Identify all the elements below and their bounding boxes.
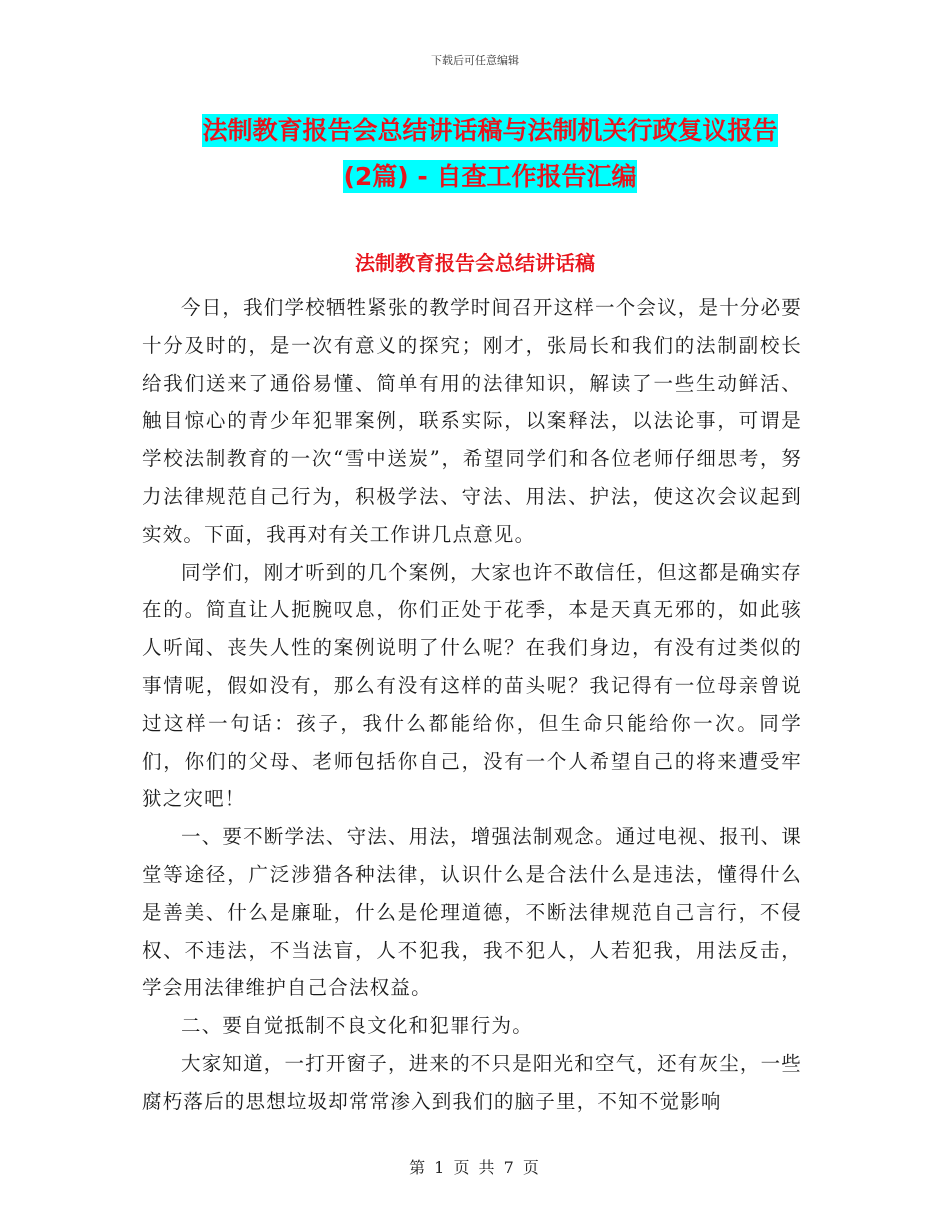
document-title-line2: (2篇) - 自查工作报告汇编	[343, 162, 637, 191]
document-body	[142, 289, 802, 1121]
document-title	[140, 108, 840, 200]
page-number-footer: 第 1 页 共 7 页	[409, 1158, 541, 1177]
section-title: 法制教育报告会总结讲话稿	[355, 251, 595, 275]
body-paragraph: 大家知道，一打开窗子，进来的不只是阳光和空气，还有灰尘，一些腐朽落后的思想垃圾却常常渗入到我们的脑子里，不知不觉影响	[142, 1051, 803, 1113]
body-paragraph: 一、要不断学法、守法、用法，增强法制观念。通过电视、报刊、课堂等途径，广泛涉猎各种法律，认识什么是合法什么是违法，懂得什么是善美、什么是廉耻，什么是伦理道德，不断法律规范自己言行，不侵权、不违法，不当法盲，人不犯我，我不犯人，人若犯我，用法反击，学会用法律维护自己合法权益。	[142, 825, 803, 1000]
body-paragraph: 同学们，刚才听到的几个案例，大家也许不敢信任，但这都是确实存在的。简直让人扼腕叹息，你们正处于花季，本是天真无邪的，如此骇人听闻、丧失人性的案例说明了什么呢？在我们身边，有没有过类似的事情呢，假如没有，那么有没有这样的苗头呢？我记得有一位母亲曾说过这样一句话：孩子，我什么都能给你，但生命只能给你一次。同学们，你们的父母、老师包括你自己，没有一个人希望自己的将来遭受牢狱之灾吧！	[142, 560, 803, 811]
body-paragraph: 二、要自觉抵制不良文化和犯罪行为。	[181, 1014, 533, 1038]
body-paragraph: 今日，我们学校牺牲紧张的教学时间召开这样一个会议，是十分必要十分及时的，是一次有意义的探究；刚才，张局长和我们的法制副校长给我们送来了通俗易懂、简单有用的法律知识，解读了一些生动鲜活、触目惊心的青少年犯罪案例，联系实际，以案释法，以法论事，可谓是学校法制教育的一次“雪中送炭”，希望同学们和各位老师仔细思考，努力法律规范自己行为，积极学法、守法、用法、护法，使这次会议起到实效。下面，我再对有关工作讲几点意见。	[142, 296, 803, 546]
document-title-line1: 法制教育报告会总结讲话稿与法制机关行政复议报告	[202, 116, 778, 145]
page-header-note: 下载后可任意编辑	[431, 54, 519, 67]
